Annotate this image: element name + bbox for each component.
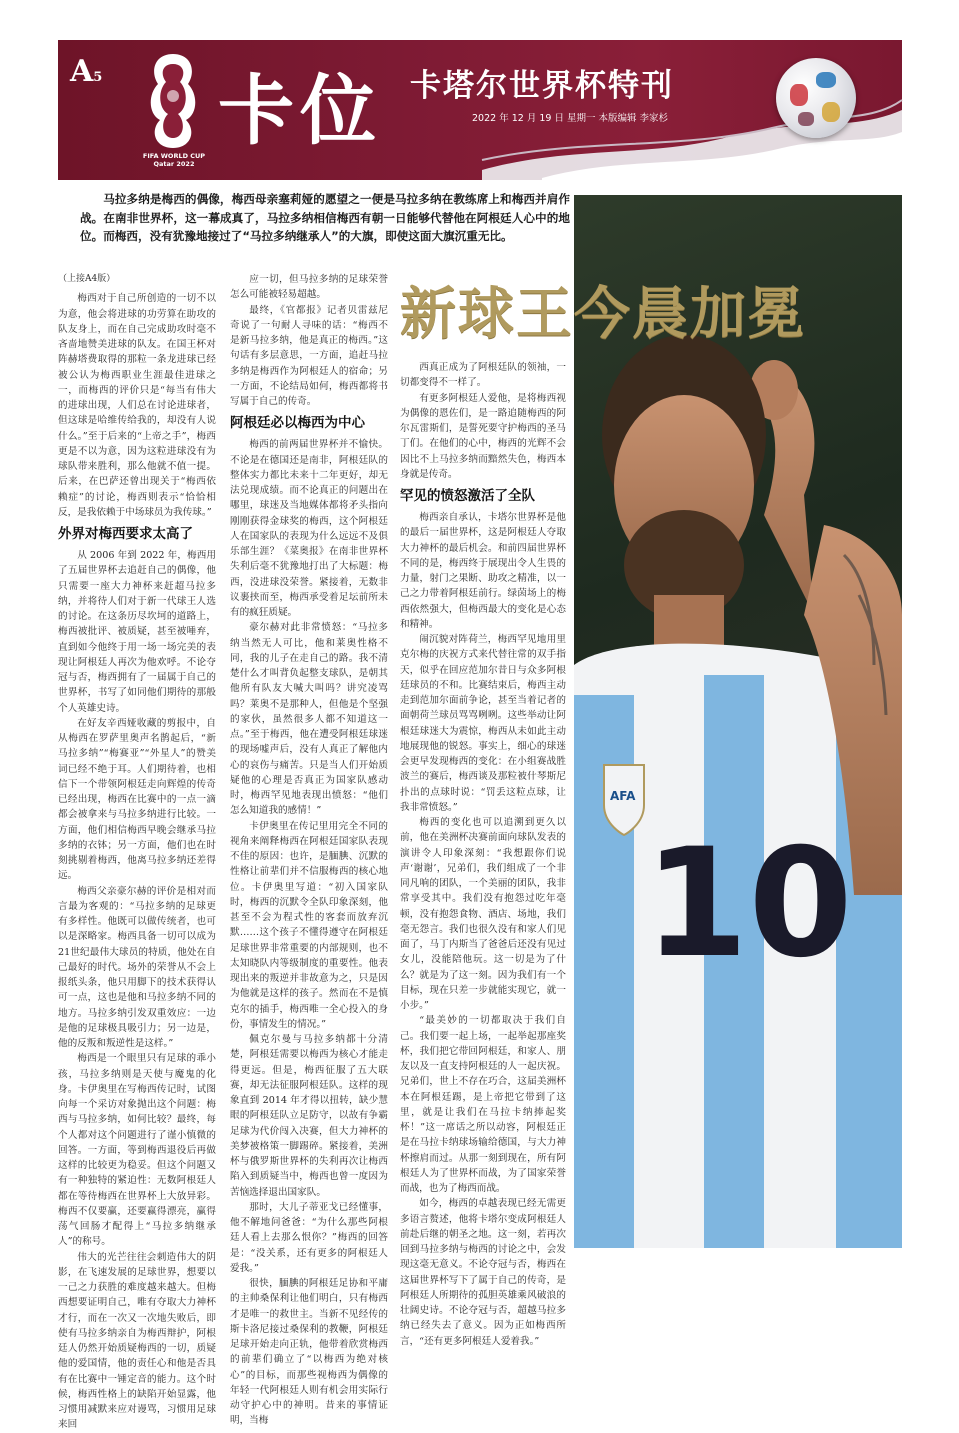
- logo-caption: FIFA WORLD CUP Qatar 2022: [142, 152, 206, 168]
- messi-celebration-photo-icon: [574, 195, 902, 1248]
- article-paragraph: 伟大的光芒往往会刺造伟大的阴影，在飞速发展的足球世界，想要以一己之力获胜的难度越来越大。但梅西想要证明自己，唯有夺取大力神杯才行，而在一次又一次地失败后，即使有马拉多纳亲自为梅西辩护，阿根廷人仍然开始质疑梅西的一切，质疑他的爱国情，他的责任心和他是否具有在比赛中一锤定音的能力。这个时候，梅西性格上的缺陷开始显露，他习惯用减默来应对谩骂，习惯用足球来回: [58, 1251, 216, 1431]
- masthead-banner: [58, 40, 902, 180]
- article-column-2: [230, 272, 388, 1427]
- article-paragraph: 梅西亲自承认，卡塔尔世界杯是他的最后一届世界杯，这是阿根廷人夺取大力神杯的最后机会。和前四届世界杯不同的是，梅西终于展现出令人生畏的力量，射门之果断、助攻之精准，以一己之力带着阿根廷前行。绿茵场上的梅西依然强大，但梅西最大的变化是心态和精神。: [400, 512, 566, 630]
- section-title: 卡位: [218, 66, 382, 155]
- article-paragraph: 闹沉貌对阵荷兰，梅西罕见地用里克尔梅的庆祝方式来代替往常的双手指天，似乎在回应范加尔昔日与众多阿根廷球员的不和。比赛结束后，梅西主动走到范加尔面前争论，甚至当着记者的面朝荷兰球员骂骂咧咧。这些举动让阿根廷球迷大为震惊，梅西从未如此主动地展现他的锐怒。事实上，细心的球迷会更早发现梅西的变化：在小组赛战胜波兰的赛后，梅西谈及那粒被什琴斯尼扑出的点球时说：“罚丢这粒点球，让我非常愤怒。”: [400, 634, 566, 813]
- special-edition-title: 卡塔尔世界杯特刊: [410, 68, 674, 104]
- article-paragraph: 从 2006 年到 2022 年，梅西用了五届世界杯去追赶自己的偶像，他只需要一座大力神杯来赶超马拉多纳，并将待人们对于新一代球王人选的讨论。在这条历尽坎坷的道路上，梅西被批评、被质疑，甚至被唾弃，直到如今他终于用一场一场完美的表现让阿根廷人再次为他欢呼。不论夺冠与否，梅西拥有了一届属于自己的世界杯，书写了如同他们期待的那般个人英雄史诗。: [58, 550, 216, 714]
- page-number: A5: [70, 54, 103, 89]
- headline: 新球王今晨加冕: [400, 281, 806, 347]
- article-column-1: [58, 272, 216, 1431]
- article-paragraph: 豪尔赫对此非常愤怒：“马拉多纳当然无人可比，他和莱奥性格不同，我的儿子在走自己的路。我不清楚什么才叫背负起整支球队，是朝其他所有队友大喊大叫吗？讲究凌骂吗？莱奥不是那种人，但他是个坚强的家伙，虽然很多人都不知道这一点。”至于梅西，他在遭受阿根廷球迷的现场嘘声后，没有人真正了解他内心的哀伤与痛苦。只是当人们开始质疑他的心理是否真正为国家队感动时，梅西罕见地表现出愤怒：“他们怎么知道我的感情！”: [230, 622, 388, 817]
- article-paragraph: 最终，《官都报》记者贝雷兹尼奇说了一句耐人寻味的话：“梅西不是新马拉多纳，他是真正的梅西。”这句话有多层意思，一方面，追赶马拉多纳是梅西作为阿根廷人的宿命；另一方面，不论结局如何，梅西都将书写属于自己的传奇。: [230, 304, 388, 407]
- article-paragraph: 佩克尔曼与马拉多纳都十分清楚，阿根廷需要以梅西为核心才能走得更远。但是，梅西征服了五大联赛，却无法征服阿根廷队。这样的现象直到 2014 年才得以扭转，缺少慧眼的阿根廷队立足防守，以故有争霸足球为代价闯入决赛，但大力神杯的美梦被格策一脚踢碎。紧接着，美洲杯与俄罗斯世界杯的失利再次让梅西陷入到质疑当中，梅西也曾一度因为苦恼选择退出国家队。: [230, 1034, 388, 1198]
- article-paragraph: 那时，大儿子蒂亚戈已经懂事，他不解地问爸爸：“为什么那些阿根廷人看上去那么恨你？”梅西的回答是：“没关系，还有更多的阿根廷人爱我。”: [230, 1201, 388, 1274]
- article-paragraph: 卡伊奥里在传记里用完全不同的视角来阐释梅西在阿根廷国家队表现不佳的原因：也许，是腼腆、沉默的性格让前辈们并不信服梅西的核心地位。卡伊奥里写道：“初入国家队时，梅西的沉默令全队印象深刻，他甚至不会为程式性的客套而放弃沉默……这个孩子不懂得遵守在阿根廷足球世界非常重要的内部规则，也不太知晓队内等级制度的重要性。他表现出来的叛逆并非故意为之，只是因为他就是这样的孩子。然而在不是慎克尔的插手，梅西唯一全心投入的身份，事情发生的情况。”: [230, 820, 388, 1030]
- article-lede: 马拉多纳是梅西的偶像，梅西母亲塞莉娅的愿望之一便是马拉多纳在教练席上和梅西并肩作战。在南非世界杯，这一幕成真了，马拉多纳相信梅西有朝一日能够代替他在阿根廷人心中的地位。而梅西，没有犹豫地接过了“马拉多纳继承人”的大旗，即使这面大旗沉重无比。: [80, 192, 570, 243]
- article-paragraph: 有更多阿根廷人爱他，是将梅西视为偶像的恩佐们，是一路追随梅西的阿尔瓦雷斯们，是誓死要守护梅西的圣马丁们。在他们的心中，梅西的光辉不会因比不上马拉多纳而黯然失色，梅西本身就是传奇。: [400, 392, 566, 480]
- section-subheading: 罕见的愤怒激活了全队: [400, 488, 535, 504]
- dateline: 2022 年 12 月 19 日 星期一 本版编辑 李家杉: [472, 113, 669, 124]
- afa-badge-text: AFA: [610, 789, 636, 803]
- football-icon: [776, 58, 856, 138]
- messi-photo: [574, 195, 902, 1248]
- article-column-3: [400, 360, 566, 1347]
- continued-from-note: （上接A4版）: [58, 274, 116, 284]
- article-paragraph: 西真正成为了阿根廷队的领袖，一切都变得不一样了。: [400, 362, 566, 389]
- section-subheading: 外界对梅西要求太高了: [58, 526, 193, 542]
- article-paragraph: 如今，梅西的卓越表现已经无需更多语言赘述，他将卡塔尔变成阿根廷人前赴后继的朝圣之地。这一刻，若再次回到马拉多纳与梅西的讨论之中，会发现这毫无意义。不论夺冠与否，梅西在这届世界杯写下了属于自己的传奇，是阿根廷人所期待的孤胆英雄乘风破浪的壮阔史诗。不论夺冠与否，超越马拉多纳已经失去了意义。因为正如梅西所言，“还有更多阿根廷人爱着我。”: [400, 1198, 566, 1347]
- article-paragraph: 梅西是一个眼里只有足球的乖小孩，马拉多纳则是天使与魔鬼的化身。卡伊奥里在写梅西传记时，试图向每一个采访对象抛出这个问题：梅西与马拉多纳，如何比较？最终，每个人都对这个问题进行了谨小慎微的回答。一方面，等到梅西退役后再做这样的比较更为稳妥。但这个问题又有一种独特的紧迫性：无数阿根廷人都在等待梅西在世界杯上大放异彩。梅西不仅要赢，还要赢得漂亮，赢得荡气回肠才配得上“马拉多纳继承人”的称号。: [58, 1053, 216, 1248]
- article-paragraph: 梅西的前两届世界杯并不愉快。不论是在德国还是南非，阿根廷队的整体实力都比未来十二年更好，却无法兑现成绩。而不论真正的问题出在哪里，球迷及当地媒体都将矛头指向刚刚获得金球奖的梅西，这个阿根廷人在国家队的表现为什么远远不及俱乐部生涯？《菜奥报》在南非世界杯失利后毫不犹豫地打出了大标题：梅西，没进球没荣誉。紧接着，无数非议裹挟而至，梅西承受着足坛前所未有的疯狂质疑。: [230, 439, 388, 618]
- article-paragraph: 很快，腼腆的阿根廷足协和平庸的主帅桑保利让他们明白，只有梅西才是唯一的救世主。当新不见经传的斯卡洛尼接过桑保利的教鞭，阿根廷足球开始走向正轨，他带着欣赏梅西的前辈们确立了“以梅西为绝对核心”的目标，而那些视梅西为偶像的年轻一代阿根廷人则有机会用实际行动守护心中的神明。昔来的事情证明，当梅: [230, 1278, 388, 1427]
- section-subheading: 阿根廷必以梅西为中心: [230, 415, 365, 432]
- article-paragraph: 应一切，但马拉多纳的足球荣誉怎么可能被轻易超越。: [230, 274, 388, 301]
- article-paragraph: 梅西父亲豪尔赫的评价是相对而言最为客观的：“马拉多纳的足球更有多样性。他既可以做传统者，也可以是深略家。梅西具备一切可以成为21世纪最伟大球员的特质，他处在自己最好的时代。场外的荣誉从不会上报纸头条，他只用脚下的技术获得认可一点，这也是他和马拉多纳不同的地方。马拉多纳引发双重效应：一边是他的足球极具吸引力；另一边是，他的反叛和叛逆性是这样。”: [58, 885, 216, 1049]
- jersey-number: 10: [644, 817, 853, 991]
- article-paragraph: 梅西的变化也可以追溯到更久以前，他在美洲杯决赛前面向球队发表的演讲令人印象深刻：“我想跟你们说声‘谢谢’，兄弟们，我们组成了一个非同凡响的团队，一个美丽的团队，我非常享受其中。我们没有抱怨过吃年毫顿，没有抱怨食物、酒店、场地，我们毫无怨言。我们也很久没有和家人们见面了，马丁内斯当了爸爸后还没有见过女儿，没能陪他玩。这一切是为了什么？就是为了这一刻。因为我们有一个目标，现在只差一步就能实现它，就一小步。”: [400, 817, 566, 1011]
- article-paragraph: 在好友辛西娅收藏的剪报中，自从梅西在罗萨里奥声名鹊起后，“新马拉多纳”“梅赛亚”“外星人”的赞美词已经不绝于耳。人们期待着，也相信下一个带领阿根廷走向辉煌的传奇已经出现，梅西在比赛中的一点一滴都会被拿来与马拉多纳进行比较。一方面，他们相信梅西早晚会继承马拉多纳的衣钵；另一方面，他们也在时刻挑剔着梅西，他离马拉多纳还差得远。: [58, 717, 216, 882]
- article-paragraph: 梅西对于自己所创造的一切不以为意，他会将进球的功劳算在助攻的队友身上，而在自己完成助攻时毫不吝啬地赞美进球的队友。在国王杯对阵赫塔费取得的那粒一条龙进球已经被公认为梅西职业生涯最佳进球之一，而梅西的评价只是“每当有伟大的进球出现，人们总在讨论进球者，但这球是哈维传给我的，却没有人说什么。”至于后来的“上帝之手”，梅西更是不以为意，因为这粒进球没有为球队带来胜利，那么他就不值一提。后来，在巴萨还曾出现关于“梅西依赖症”的讨论，梅西则表示“恰恰相反，是我依赖于中场球员为我传球。”: [58, 293, 216, 518]
- article-paragraph: “最美妙的一切都取决于我们自己。我们要一起上场，一起举起那座奖杯，我们把它带回阿根廷，和家人、朋友以及一直支持阿根廷的人一起庆祝。兄弟们，世上不存在巧合，这届美洲杯本在阿根廷踢，是上帝把它带到了这里，就是让我们在马拉卡纳捧起奖杯！”这一席话之所以动容，阿根廷正是在马拉卡纳球场输给德国，与大力神杯擦肩而过。从那一刻到现在，所有阿根廷人为了世界杯而战，为了国家荣誉而战，也为了梅西而战。: [400, 1015, 566, 1194]
